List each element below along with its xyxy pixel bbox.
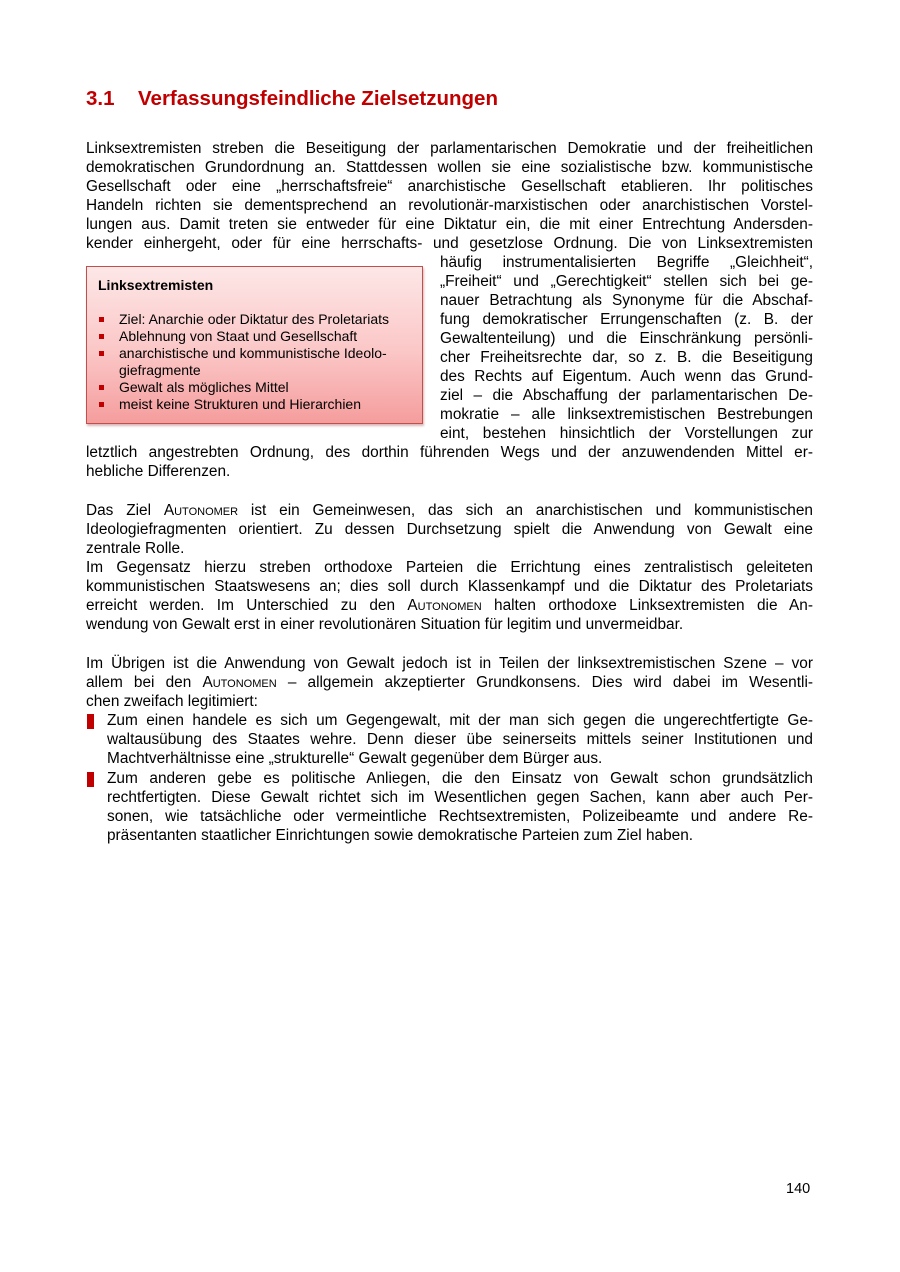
paragraph-line: mokratie – alle linksextremistischen Bestrebungen xyxy=(440,406,813,423)
bullet-square-icon xyxy=(99,334,104,339)
paragraph-line: letztlich angestrebten Ordnung, des dorthin führenden Wegs und der anzuwendenden Mittel er- xyxy=(86,444,813,461)
infobox-item: Ablehnung von Staat und Gesellschaft xyxy=(119,328,358,344)
paragraph-line: demokratischen Grundordnung an. Stattdessen wollen sie eine sozialistische bzw. kommunistische xyxy=(86,159,813,176)
paragraph-line: des Rechts auf Eigentum. Auch wenn das Grund- xyxy=(440,368,813,385)
paragraph-line: zentrale Rolle. xyxy=(86,540,185,557)
paragraph-line xyxy=(86,596,813,615)
bullet-line: waltausübung des Staates wehre. Denn dieser übe seinerseits mittels seiner Institutionen und xyxy=(107,731,813,748)
paragraph-line: cher Freiheitsrechte dar, so z. B. die Beseitigung xyxy=(440,349,813,366)
paragraph-line: lungen aus. Damit treten sie entweder für eine Diktatur ein, die mit einer Entrechtung Andersden- xyxy=(86,216,813,233)
paragraph-line: „Freiheit“ und „Gerechtigkeit“ stellen sich bei ge- xyxy=(440,273,813,290)
page-number: 140 xyxy=(786,1181,811,1197)
paragraph-line: ziel – die Abschaffung der parlamentarischen De- xyxy=(440,387,813,404)
paragraph-line xyxy=(86,673,813,692)
text-span: allem bei den xyxy=(86,674,203,691)
bullet-line: rechtfertigten. Diese Gewalt richtet sich im Wesentlichen gegen Sachen, kann aber auch Per- xyxy=(107,789,813,806)
red-bullet-icon xyxy=(87,714,94,729)
infobox-item: meist keine Strukturen und Hierarchien xyxy=(119,396,362,412)
infobox-item: Ziel: Anarchie oder Diktatur des Proletariats xyxy=(119,311,390,327)
smallcaps-term: Autonomen xyxy=(407,597,482,614)
bullet-square-icon xyxy=(99,317,104,322)
text-span: ist ein Gemeinwesen, das sich an anarchistischen und kommunistischen xyxy=(238,502,813,519)
paragraph-line: häufig instrumentalisierten Begriffe „Gleichheit“, xyxy=(440,254,813,271)
paragraph-line: Im Gegensatz hierzu streben orthodoxe Parteien die Errichtung eines zentralistisch geleiteten xyxy=(86,559,813,576)
paragraph-line: fung demokratischer Errungenschaften (z. B. der xyxy=(440,311,813,328)
bullet-line: Zum einen handele es sich um Gegengewalt, mit der man sich gegen die ungerechtfertigte Ge- xyxy=(107,712,813,729)
paragraph-line xyxy=(86,501,813,520)
paragraph-line: Gewaltenteilung) und die Einschränkung persönli- xyxy=(440,330,813,347)
text-span: erreicht werden. Im Unterschied zu den xyxy=(86,597,408,614)
paragraph-line: nauer Betrachtung als Synonyme für die Abschaf- xyxy=(440,292,813,309)
infobox-item: anarchistische und kommunistische Ideolo- xyxy=(119,345,387,361)
paragraph-line: kender einhergeht, oder für eine herrschafts- und gesetzlose Ordnung. Die von Linksextremisten xyxy=(86,235,813,252)
infobox xyxy=(86,266,423,424)
bullet-line: sonen, wie tatsächliche oder vermeintliche Rechtsextremisten, Polizeibeamte und andere Re- xyxy=(107,808,813,825)
section-title: Verfassungsfeindliche Zielsetzungen xyxy=(138,87,498,110)
smallcaps-term: Autonomen xyxy=(202,674,277,691)
infobox-item: Gewalt als mögliches Mittel xyxy=(119,379,289,395)
bullet-line: Machtverhältnisse eine „strukturelle“ Gewalt gegenüber dem Bürger aus. xyxy=(107,750,603,767)
bullet-line: präsentanten staatlicher Einrichtungen sowie demokratische Parteien zum Ziel haben. xyxy=(107,827,694,844)
paragraph-line: Ideologiefragmenten orientiert. Zu dessen Durchsetzung spielt die Anwendung von Gewalt eine xyxy=(86,521,813,538)
section-number: 3.1 xyxy=(86,87,115,110)
paragraph-line: Gesellschaft oder eine „herrschaftsfreie“ anarchistische Gesellschaft etablieren. Ihr politisches xyxy=(86,178,813,195)
paragraph-line: eint, bestehen hinsichtlich der Vorstellungen zur xyxy=(440,425,813,442)
bullet-square-icon xyxy=(99,351,104,356)
red-bullet-icon xyxy=(87,772,94,787)
bullet-square-icon xyxy=(99,402,104,407)
bullet-square-icon xyxy=(99,385,104,390)
text-span: Das Ziel xyxy=(86,502,164,519)
paragraph-line: Handeln richten sie dementsprechend an revolutionär-marxistischen oder anarchistischen Vorstel- xyxy=(86,197,813,214)
paragraph-line: kommunistischen Staatswesens an; dies soll durch Klassenkampf und die Diktatur des Proletariats xyxy=(86,578,813,595)
paragraph-line: chen zweifach legitimiert: xyxy=(86,693,258,710)
infobox-title: Linksextremisten xyxy=(98,277,214,293)
paragraph-line: Im Übrigen ist die Anwendung von Gewalt jedoch ist in Teilen der linksextremistischen Szene – vor xyxy=(86,655,813,672)
paragraph-line: hebliche Differenzen. xyxy=(86,463,231,480)
text-span: – allgemein akzeptierter Grundkonsens. Dies wird dabei im Wesentli- xyxy=(276,674,813,691)
infobox-item-continuation: giefragmente xyxy=(119,362,201,378)
paragraph-line: Linksextremisten streben die Beseitigung der parlamentarischen Demokratie und der freiheitlichen xyxy=(86,140,813,157)
smallcaps-term: Autonomer xyxy=(163,502,239,519)
paragraph-line: wendung von Gewalt erst in einer revolutionären Situation für legitim und unvermeidbar. xyxy=(86,616,684,633)
section-heading xyxy=(86,87,498,111)
text-span: halten orthodoxe Linksextremisten die An- xyxy=(481,597,813,614)
bullet-line: Zum anderen gebe es politische Anliegen, die den Einsatz von Gewalt schon grundsätzlich xyxy=(107,770,813,787)
